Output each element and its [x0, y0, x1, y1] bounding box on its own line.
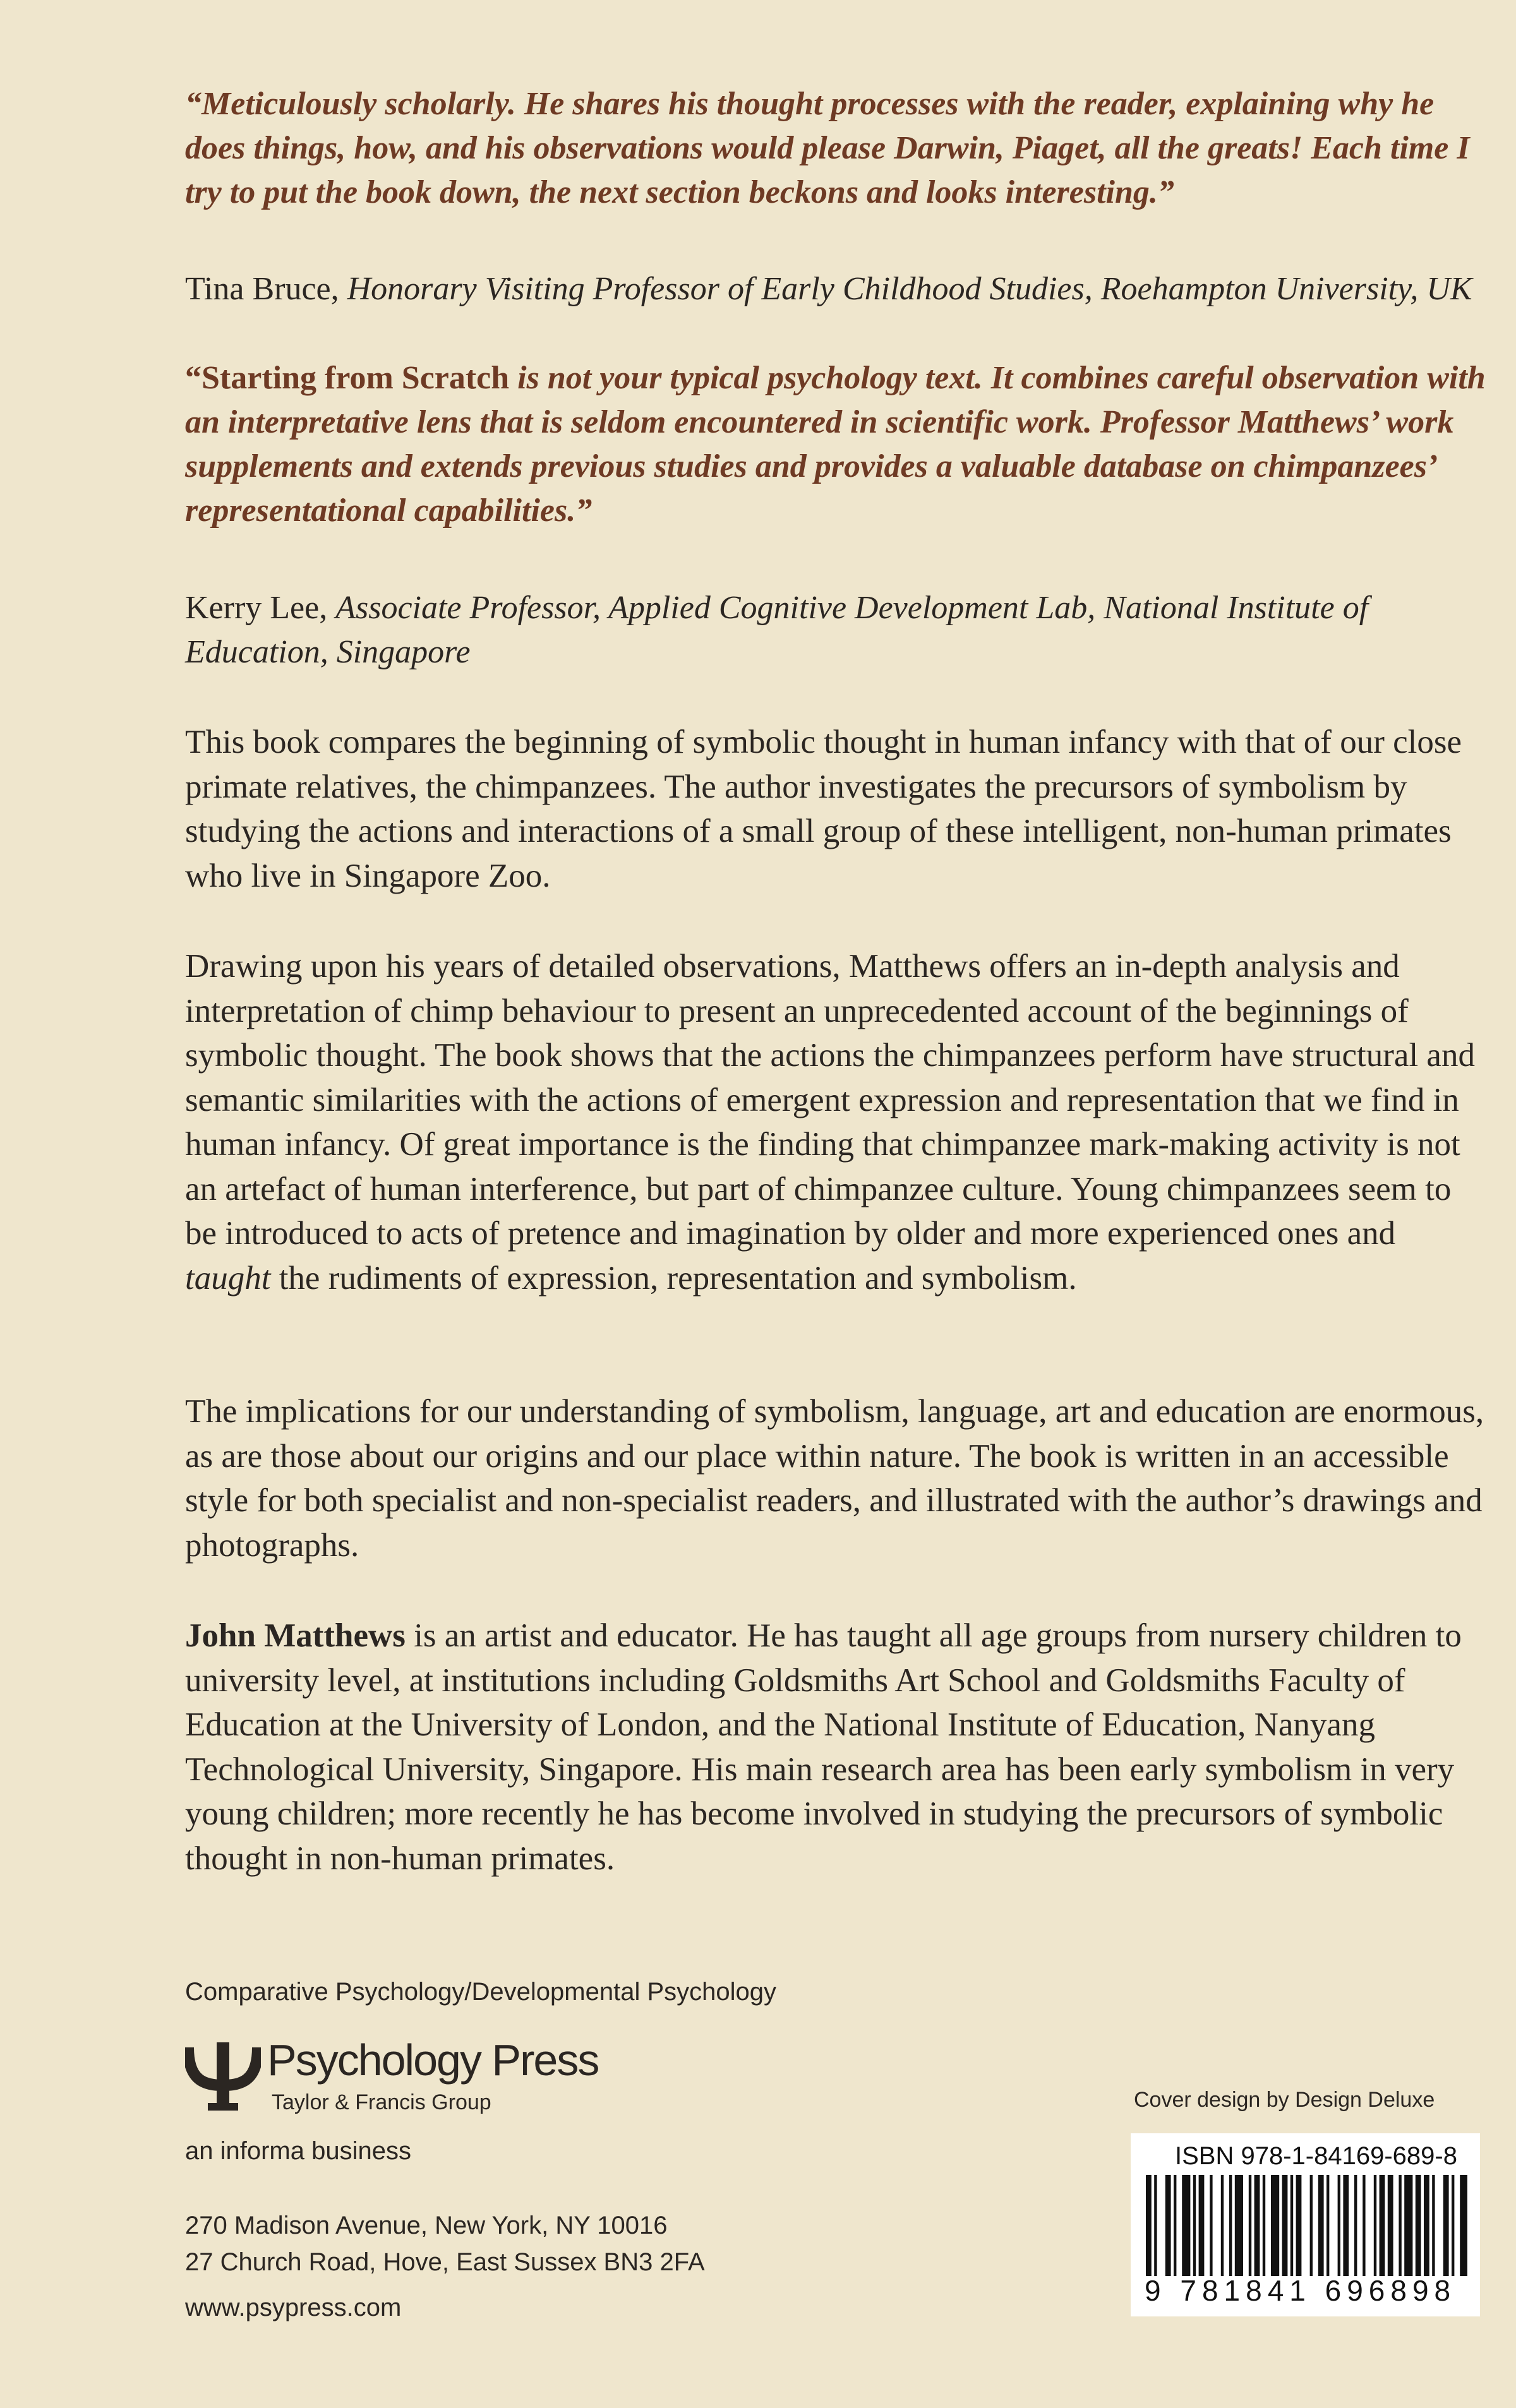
barcode-bar [1221, 2175, 1224, 2276]
reviewer-name: Kerry Lee, [185, 590, 328, 626]
psi-logo-icon [185, 2042, 261, 2112]
publisher-name: Psychology Press [267, 2035, 599, 2085]
barcode-bar [1229, 2175, 1232, 2276]
barcode-bar [1290, 2175, 1293, 2276]
reviewer-role: Honorary Visiting Professor of Early Childhood Studies, Roehampton University, UK [347, 271, 1472, 307]
barcode-bar [1154, 2175, 1157, 2276]
isbn-number: ISBN 978-1-84169-689-8 [1175, 2142, 1457, 2170]
publisher-group: Taylor & Francis Group [272, 2090, 491, 2114]
barcode-bar [1310, 2175, 1313, 2276]
reviewer-role: Associate Professor, Applied Cognitive Development Lab, National Institute of Education, Singapore [185, 590, 1369, 670]
barcode-bar [1146, 2175, 1152, 2276]
description-paragraph-3: The implications for our understanding of symbolism, language, art and education are enormous, as are those about our origins and our place within nature. The book is written in an accessible style for both specialist and non-specialist readers, and illustrated with the author’s drawings and photographs. [185, 1393, 1484, 1564]
barcode-bar [1210, 2175, 1212, 2276]
barcode-bar [1263, 2175, 1265, 2276]
barcode-bar [1443, 2175, 1449, 2276]
barcode-bar [1363, 2175, 1365, 2276]
barcode-bar [1460, 2175, 1467, 2276]
barcode-bar [1249, 2175, 1251, 2276]
barcode-bar [1338, 2175, 1340, 2276]
barcode-bar [1199, 2175, 1205, 2276]
barcode-bar [1432, 2175, 1435, 2276]
subject-category: Comparative Psychology/Developmental Psychology [185, 1978, 777, 2006]
barcode-bar [1416, 2175, 1421, 2276]
publisher-website: www.psypress.com [185, 2294, 402, 2321]
barcode-bar [1296, 2175, 1302, 2276]
cover-design-credit: Cover design by Design Deluxe [1134, 2088, 1435, 2112]
barcode-bar [1282, 2175, 1288, 2276]
emphasis-taught: taught [185, 1259, 271, 1297]
review-attribution-2 [185, 586, 1499, 674]
barcode-bar [1193, 2175, 1196, 2276]
paragraph-2-text: Drawing upon his years of detailed observations, Matthews offers an in-depth analysis and interpretation of chimp behaviour to present an unprecedented account of the beginnings of symbolic thought. The book shows that the actions the chimpanzees perform have structural and semantic similarities with the actions of emergent expression and representation that we find in human infancy. Of great importance is the finding that chimpanzee mark-making activity is not an artefact of human interference, but part of chimpanzee culture. Young chimpanzees seem to be introduced to acts of pretence and imagination by older and more experienced ones and [185, 948, 1475, 1252]
reviewer-name: Tina Bruce, [185, 271, 339, 307]
barcode-bar [1404, 2175, 1412, 2276]
address-line-1: 270 Madison Avenue, New York, NY 10016 [185, 2212, 668, 2239]
barcode-bar [1380, 2175, 1385, 2276]
barcode-digits: 9 781841 696898 [1145, 2274, 1457, 2307]
barcode-bar [1182, 2175, 1190, 2276]
author-name: John Matthews [185, 1617, 406, 1654]
review-quote-1 [185, 82, 1486, 215]
description-paragraph-1: This book compares the beginning of symbolic thought in human infancy with that of our close primate relatives, the chimpanzees. The author investigates the precursors of symbolism by studying the actions and interactions of a small group of these intelligent, non-human primates who live in Singapore Zoo. [185, 724, 1462, 894]
barcode-bar [1399, 2175, 1401, 2276]
author-bio [185, 1614, 1486, 1881]
author-bio-text: is an artist and educator. He has taught all age groups from nursery children to university level, at institutions including Goldsmiths Art School and Goldsmiths Faculty of Education at the University of London, and the National Institute of Education, Nanyang Technological University, Singapore. His main research area has been early symbolism in very young children; more recently he has become involved in studying the precursors of symbolic thought in non-human primates. [185, 1617, 1462, 1877]
paragraph-2-end: the rudiments of expression, representation and symbolism. [270, 1259, 1077, 1297]
book-title-in-quote: “Starting from Scratch [185, 360, 510, 396]
review-quote-2-text: is not your typical psychology text. It combines careful observation with an interpretative lens that is seldom encountered in scientific work. Professor Matthews’ work supplements and extends previous studies and provides a valuable database on chimpanzees’ representational capabilities.” [185, 360, 1486, 529]
barcode-bar [1174, 2175, 1176, 2276]
review-attribution-1 [185, 267, 1499, 311]
barcode-bar [1424, 2175, 1429, 2276]
barcode-bar [1254, 2175, 1260, 2276]
address-line-2: 27 Church Road, Hove, East Sussex BN3 2FA [185, 2248, 705, 2276]
barcode-bar [1354, 2175, 1357, 2276]
barcode-bar [1271, 2175, 1279, 2276]
barcode-bar [1326, 2175, 1329, 2276]
description-paragraph-2 [185, 944, 1486, 1300]
isbn-barcode [1131, 2133, 1480, 2316]
barcode-bar [1374, 2175, 1376, 2276]
barcode-icon [1143, 2175, 1467, 2276]
barcode-bar [1165, 2175, 1171, 2276]
review-quote-2 [185, 356, 1486, 533]
barcode-bar [1343, 2175, 1349, 2276]
barcode-bar [1452, 2175, 1454, 2276]
review-quote-1-text: “Meticulously scholarly. He shares his thought processes with the reader, explaining why he does things, how, and his observations would please Darwin, Piaget, all the greats! Each time I try to put the book down, the next section beckons and looks interesting.” [185, 86, 1470, 210]
barcode-bar [1388, 2175, 1393, 2276]
informa-tagline: an informa business [185, 2137, 411, 2165]
barcode-bar [1318, 2175, 1324, 2276]
barcode-bar [1235, 2175, 1243, 2276]
